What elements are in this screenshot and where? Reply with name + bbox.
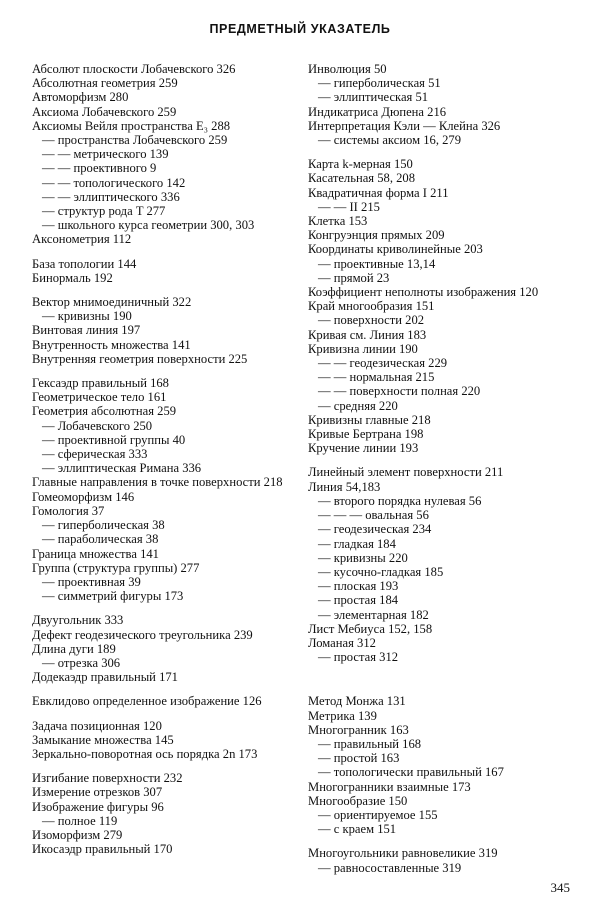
- index-entry: Многоугольники равновеликие 319: [308, 846, 498, 861]
- index-subentry: — простая 312: [318, 650, 399, 665]
- index-subentry: — кривизны 220: [318, 550, 408, 565]
- index-entry: Линия 54,183: [308, 479, 381, 494]
- section-gap: [308, 664, 570, 694]
- index-entry: Длина дуги 189: [32, 641, 116, 656]
- index-entry: Интерпретация Кэли — Клейна 326: [308, 118, 501, 133]
- index-subentry: — гладкая 184: [318, 536, 396, 551]
- index-subentry: — проективная 39: [42, 574, 141, 589]
- index-entry: Кривизны главные 218: [308, 412, 431, 427]
- index-subentry: — — эллиптического 336: [42, 189, 180, 204]
- index-subentry: — элементарная 182: [318, 607, 429, 622]
- index-entry: Ломаная 312: [308, 635, 376, 650]
- section-gap: [32, 603, 294, 613]
- section-gap: [32, 366, 294, 376]
- index-entry: Дефект геодезического треугольника 239: [32, 627, 253, 642]
- index-entry: Изоморфизм 279: [32, 827, 123, 842]
- index-subentry: — пространства Лобачевского 259: [42, 133, 228, 148]
- index-subentry: — кусочно-гладкая 185: [318, 564, 444, 579]
- index-entry: Касательная 58, 208: [308, 171, 416, 186]
- index-entry: Инволюция 50: [308, 62, 387, 76]
- section-gap: [32, 709, 294, 719]
- index-subentry: — второго порядка нулевая 56: [318, 493, 482, 508]
- index-subentry: — — II 215: [318, 199, 380, 214]
- index-entry: Бинормаль 192: [32, 270, 113, 285]
- index-subentry: — — нормальная 215: [318, 370, 435, 385]
- index-entry: Изгибание поверхности 232: [32, 771, 183, 786]
- index-subentry: — школьного курса геометрии 300, 303: [42, 218, 255, 233]
- section-gap: [32, 285, 294, 295]
- index-subentry: — поверхности 202: [318, 313, 425, 328]
- index-subentry: — гиперболическая 51: [318, 76, 441, 91]
- index-subentry: — параболическая 38: [42, 532, 159, 547]
- index-entry: Метрика 139: [308, 708, 377, 723]
- index-subentry: — отрезка 306: [42, 655, 121, 670]
- index-subentry: — сферическая 333: [42, 447, 148, 462]
- index-entry: Зеркально-поворотная ось порядка 2n 173: [32, 746, 258, 761]
- index-entry: Гомеоморфизм 146: [32, 489, 135, 504]
- section-gap: [308, 836, 570, 846]
- index-entry: Лист Мебиуса 152, 158: [308, 621, 433, 636]
- index-column-right: [308, 62, 570, 875]
- index-subentry: — Лобачевского 250: [42, 418, 153, 433]
- index-subentry: — прямой 23: [318, 270, 390, 285]
- index-entry: Главные направления в точке поверхности 218: [32, 475, 283, 490]
- index-entry: Метод Монжа 131: [308, 694, 406, 709]
- index-entry: Кривая см. Линия 183: [308, 327, 427, 342]
- index-entry: Евклидово определенное изображение 126: [32, 694, 262, 709]
- index-entry: Квадратичная форма I 211: [308, 185, 449, 200]
- index-entry: Геометрия абсолютная 259: [32, 404, 177, 419]
- index-entry: Конгруэнция прямых 209: [308, 228, 445, 243]
- index-entry: Граница множества 141: [32, 546, 159, 561]
- index-subentry: — полное 119: [42, 813, 118, 828]
- index-entry: Группа (структура группы) 277: [32, 560, 200, 575]
- index-entry: База топологии 144: [32, 256, 137, 271]
- section-gap: [308, 147, 570, 157]
- index-subentry: — эллиптическая 51: [318, 90, 429, 105]
- index-subentry: — правильный 168: [318, 736, 422, 751]
- index-entry: Абсолют плоскости Лобачевского 326: [32, 62, 236, 76]
- index-entry: Автоморфизм 280: [32, 90, 129, 105]
- index-entry: Аксонометрия 112: [32, 232, 132, 247]
- index-subentry: — кривизны 190: [42, 309, 132, 324]
- index-subentry: — проективной группы 40: [42, 432, 186, 447]
- page-number: 345: [550, 880, 570, 895]
- index-entry: Винтовая линия 197: [32, 323, 141, 338]
- index-subentry: — ориентируемое 155: [318, 807, 438, 822]
- index-entry: Координаты криволинейные 203: [308, 242, 483, 257]
- index-entry: Внутренняя геометрия поверхности 225: [32, 351, 248, 366]
- index-subentry: — системы аксиом 16, 279: [318, 133, 462, 148]
- index-entry: Линейный элемент поверхности 211: [308, 465, 504, 480]
- index-subentry: — плоская 193: [318, 579, 399, 594]
- index-entry: Карта k-мерная 150: [308, 157, 413, 172]
- index-entry: Абсолютная геометрия 259: [32, 76, 178, 91]
- section-gap: [32, 761, 294, 771]
- index-entry: Замыкание множества 145: [32, 732, 174, 747]
- index-subentry: — равносоставленные 319: [318, 860, 462, 875]
- section-gap: [32, 684, 294, 694]
- index-entry: Гексаэдр правильный 168: [32, 376, 169, 391]
- index-subentry: — с краем 151: [318, 822, 397, 837]
- index-entry: Изображение фигуры 96: [32, 799, 164, 814]
- index-subentry: — — поверхности полная 220: [318, 384, 481, 399]
- page-title: ПРЕДМЕТНЫЙ УКАЗАТЕЛЬ: [209, 22, 391, 36]
- index-entry: Край многообразия 151: [308, 299, 435, 314]
- index-entry: Внутренность множества 141: [32, 337, 191, 352]
- index-entry: Измерение отрезков 307: [32, 785, 163, 800]
- index-subentry: — — проективного 9: [42, 161, 157, 176]
- index-entry: Двуугольник 333: [32, 613, 124, 628]
- index-entry: Задача позиционная 120: [32, 718, 162, 733]
- index-subentry: — геодезическая 234: [318, 522, 432, 537]
- index-subentry: — простой 163: [318, 751, 400, 766]
- index-subentry: — проективные 13,14: [318, 256, 436, 271]
- index-entry: Геометрическое тело 161: [32, 390, 167, 405]
- section-gap: [32, 247, 294, 257]
- index-entry: Кручение линии 193: [308, 441, 419, 456]
- index-subentry: — симметрий фигуры 173: [42, 589, 184, 604]
- index-subentry: — — топологического 142: [42, 175, 186, 190]
- index-subentry: — простая 184: [318, 593, 399, 608]
- section-gap: [308, 455, 570, 465]
- index-entry: Кривизна линии 190: [308, 341, 418, 356]
- index-entry: Коэффициент неполноты изображения 120: [308, 285, 539, 300]
- index-entry: Икосаэдр правильный 170: [32, 842, 173, 857]
- index-subentry: — — геодезическая 229: [318, 356, 448, 371]
- index-entry: Кривые Бертрана 198: [308, 427, 424, 442]
- index-entry: Многообразие 150: [308, 793, 408, 808]
- index-subentry: — структур рода T 277: [42, 204, 166, 219]
- index-entry: Аксиома Лобачевского 259: [32, 104, 177, 119]
- index-entry: Индикатриса Дюпена 216: [308, 104, 447, 119]
- index-subentry: — гиперболическая 38: [42, 518, 165, 533]
- index-column-left: [32, 62, 294, 856]
- index-subentry: — средняя 220: [318, 398, 398, 413]
- index-entry: Гомология 37: [32, 503, 105, 518]
- index-entry: Додекаэдр правильный 171: [32, 670, 178, 685]
- index-subentry: — эллиптическая Римана 336: [42, 461, 202, 476]
- index-entry: Клетка 153: [308, 214, 368, 229]
- index-subentry: — — метрического 139: [42, 147, 169, 162]
- index-subentry: — топологически правильный 167: [318, 765, 504, 780]
- index-entry: Вектор мнимоединичный 322: [32, 295, 192, 310]
- index-entry: Многогранники взаимные 173: [308, 779, 471, 794]
- index-entry: Многогранник 163: [308, 722, 409, 737]
- index-entry: Аксиомы Вейля пространства E₃ 288: [32, 118, 231, 133]
- index-subentry: — — — овальная 56: [318, 508, 429, 523]
